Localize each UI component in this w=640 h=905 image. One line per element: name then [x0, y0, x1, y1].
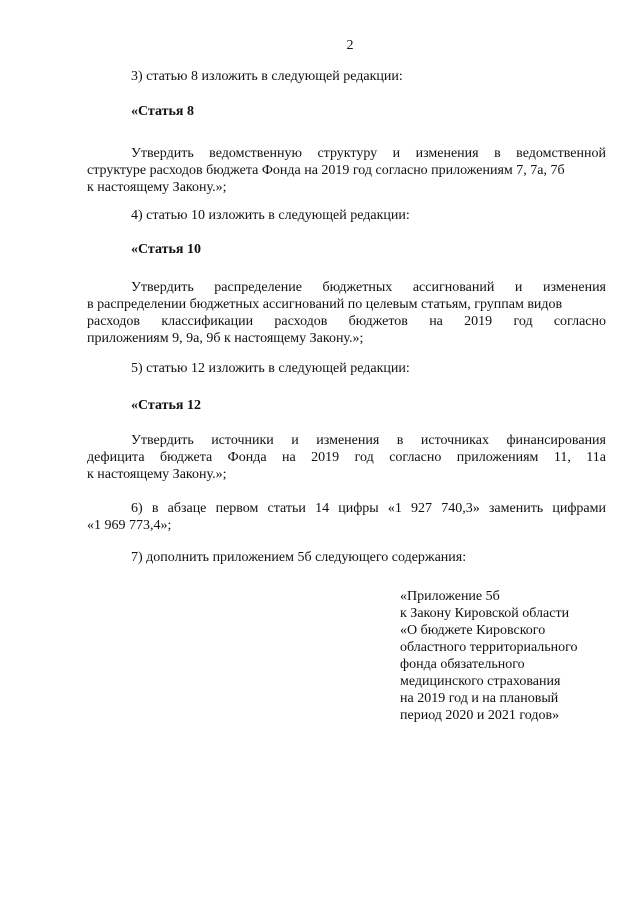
article-12-heading: «Статья 12: [131, 398, 201, 413]
page-number: 2: [346, 38, 354, 53]
amendment-item-3: 3) статью 8 изложить в следующей редакции:: [131, 69, 403, 84]
appendix-line: медицинского страхования: [400, 674, 561, 689]
appendix-line: «Приложение 5б: [400, 589, 500, 604]
appendix-5b-header: [400, 588, 600, 724]
article-12-text-line-1: Утвердить источники и изменения в источниках финансирования: [131, 433, 606, 448]
article-8-text-line-1: Утвердить ведомственную структуру и изменения в ведомственной: [131, 146, 606, 161]
article-10-text-line-4: приложениям 9, 9а, 9б к настоящему Закону.»;: [87, 331, 364, 346]
appendix-line: фонда обязательного: [400, 657, 525, 672]
article-8-heading: «Статья 8: [131, 104, 194, 119]
appendix-line: «О бюджете Кировского: [400, 623, 546, 638]
article-10-text-line-2: в распределении бюджетных ассигнований по целевым статьям, группам видов: [87, 297, 563, 312]
article-10-heading: «Статья 10: [131, 242, 201, 257]
article-8-text-line-2: структуре расходов бюджета Фонда на 2019 год согласно приложениям 7, 7а, 7б: [87, 163, 565, 178]
appendix-line: к Закону Кировской области: [400, 606, 570, 621]
article-8-text-line-3: к настоящему Закону.»;: [87, 180, 227, 195]
amendment-item-4: 4) статью 10 изложить в следующей редакции:: [131, 208, 410, 223]
appendix-line: на 2019 год и на плановый: [400, 691, 559, 706]
amendment-item-5: 5) статью 12 изложить в следующей редакции:: [131, 361, 410, 376]
article-10-text-line-1: Утвердить распределение бюджетных ассигнований и изменения: [131, 280, 606, 295]
article-12-text-line-2: дефицита бюджета Фонда на 2019 год согласно приложениям 11, 11а: [87, 450, 606, 465]
appendix-line: областного территориального: [400, 640, 578, 655]
appendix-line: период 2020 и 2021 годов»: [400, 708, 560, 723]
article-10-text-line-3: расходов классификации расходов бюджетов на 2019 год согласно: [87, 314, 606, 329]
amendment-item-6-line-1: 6) в абзаце первом статьи 14 цифры «1 927 740,3» заменить цифрами: [131, 501, 606, 516]
amendment-item-6-line-2: «1 969 773,4»;: [87, 518, 172, 533]
article-12-text-line-3: к настоящему Закону.»;: [87, 467, 227, 482]
amendment-item-7: 7) дополнить приложением 5б следующего содержания:: [131, 550, 467, 565]
